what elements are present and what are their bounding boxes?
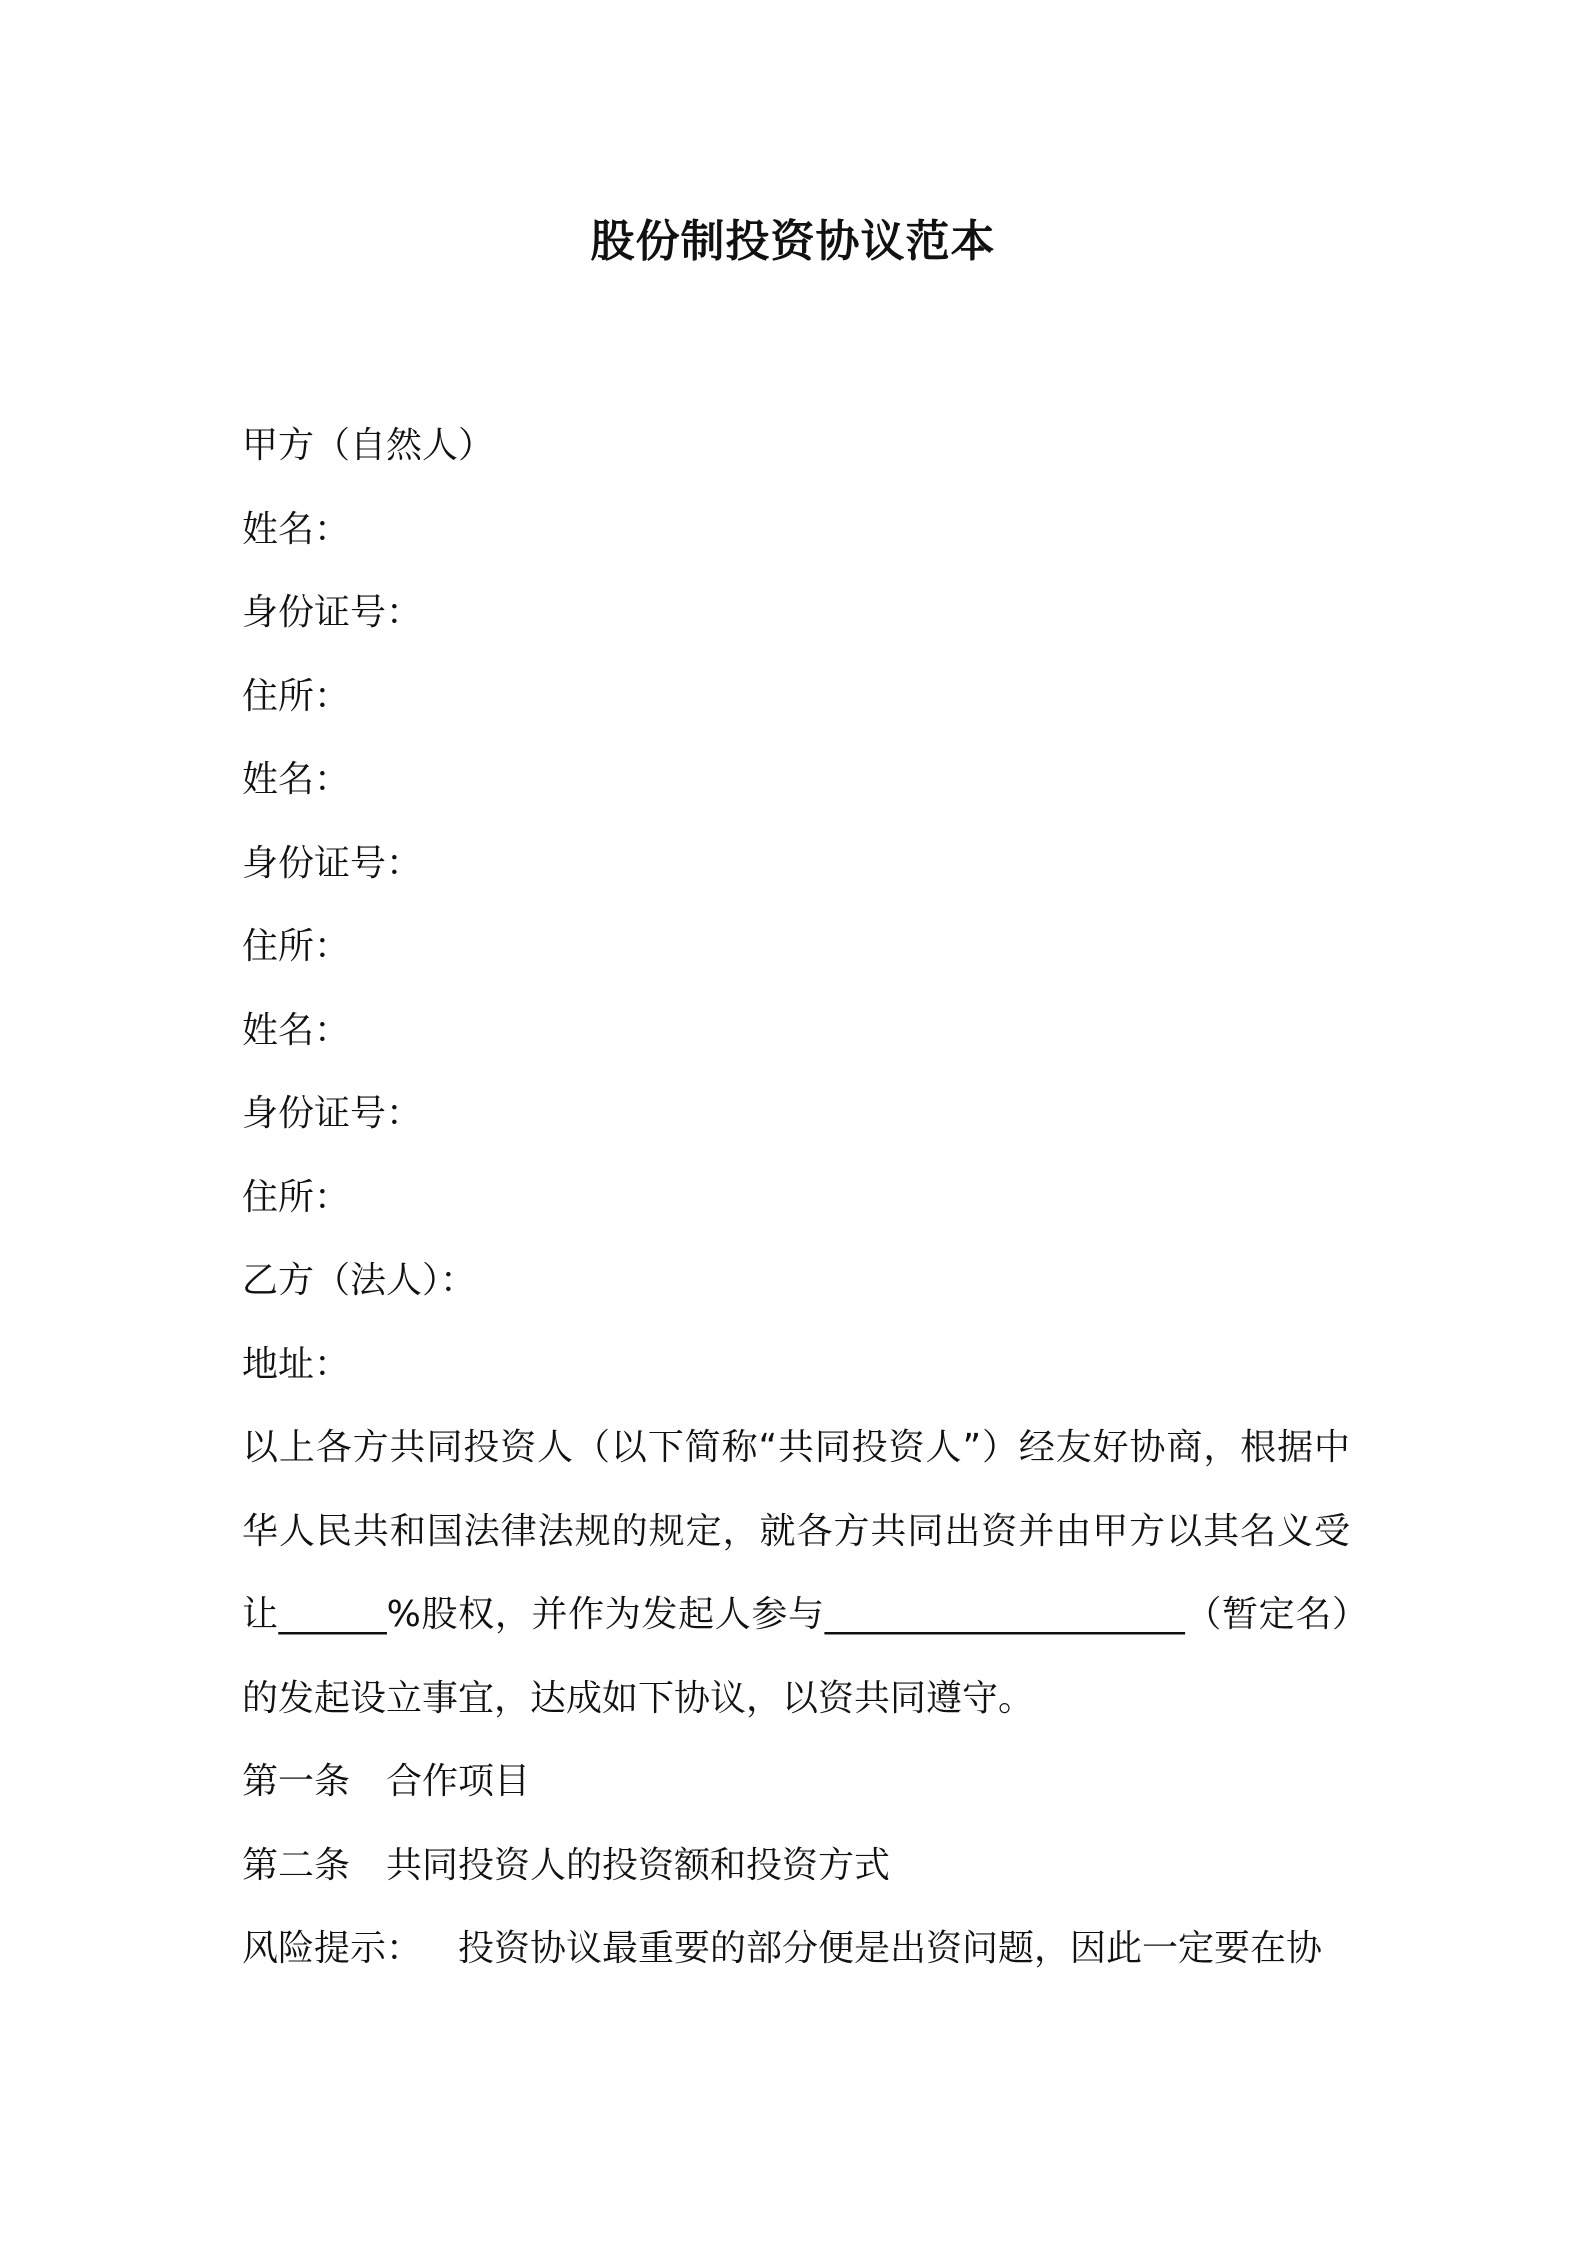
party-b-address-field: 地址：	[242, 1343, 351, 1385]
address-field-1: 住所：	[242, 675, 351, 717]
risk-note-text: 投资协议最重要的部分便是出资问题，因此一定要在协	[458, 1928, 1323, 1969]
name-field-1: 姓名：	[242, 508, 351, 550]
name-field-3: 姓名：	[242, 1009, 351, 1051]
article-2-number: 第二条	[242, 1844, 351, 1886]
article-2-title: 共同投资人的投资额和投资方式	[386, 1844, 891, 1886]
article-1	[242, 1740, 1350, 1824]
document-body	[242, 404, 1350, 1991]
intro-paragraph: 以上各方共同投资人（以下简称“共同投资人”）经友好协商，根据中华人民共和国法律法规的规定，就各方共同出资并由甲方以其名义受让______%股权，并作为发起人参与____________________（暂定名）的发起设立事宜，达成如下协议，以资共同遵守。	[242, 1427, 1350, 1719]
address-field-2: 住所：	[242, 926, 351, 967]
name-field-2: 姓名：	[242, 759, 351, 800]
party-a-heading: 甲方（自然人）	[242, 425, 495, 466]
party-b-heading: 乙方（法人）：	[242, 1260, 477, 1301]
risk-note-label: 风险提示：	[242, 1928, 423, 1969]
article-2	[242, 1824, 1350, 1908]
address-field-3: 住所：	[242, 1176, 351, 1218]
id-number-field-3: 身份证号：	[242, 1093, 423, 1134]
risk-note	[242, 1907, 1350, 1991]
article-1-number: 第一条	[242, 1761, 351, 1802]
document-title: 股份制投资协议范本	[590, 216, 996, 267]
id-number-field-1: 身份证号：	[242, 592, 423, 633]
article-1-title: 合作项目	[386, 1761, 531, 1802]
id-number-field-2: 身份证号：	[242, 842, 423, 884]
